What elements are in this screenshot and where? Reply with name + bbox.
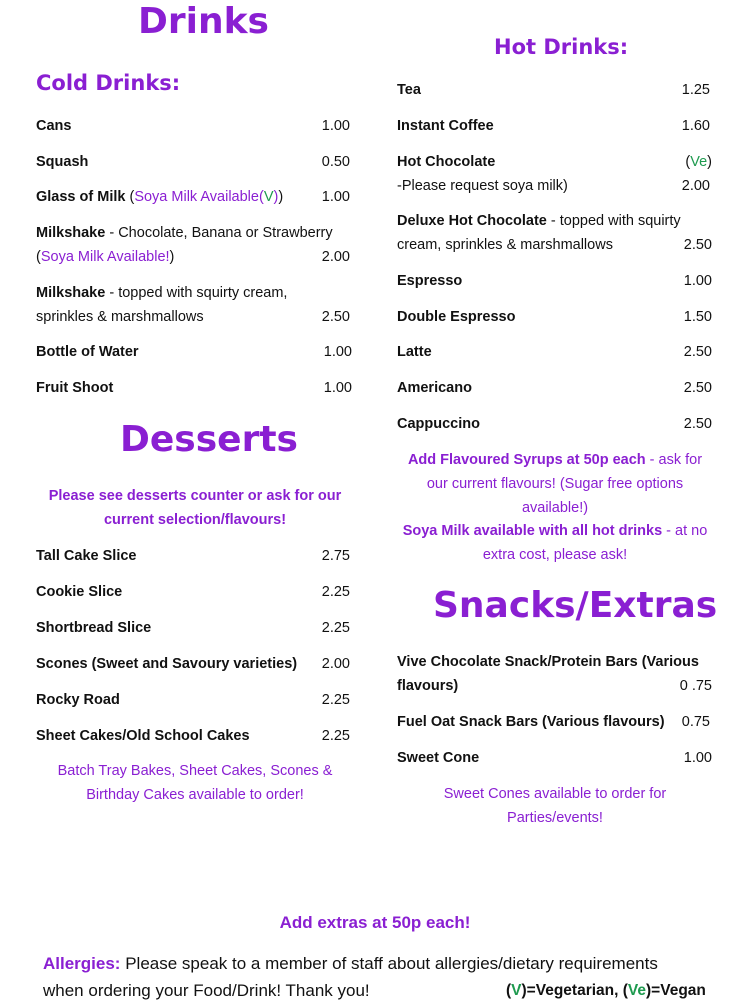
item-name: Cookie Slice: [36, 584, 123, 600]
menu-item-americano: [397, 376, 472, 400]
item-name: Americano: [397, 380, 472, 396]
allergies-label: Allergies:: [43, 954, 121, 973]
item-price: 2.50: [683, 380, 712, 396]
soya-note: Soya Milk Available!: [40, 249, 170, 265]
item-name: Tall Cake Slice: [36, 548, 137, 564]
paren: (: [36, 249, 41, 265]
menu-item-milkshake: [36, 221, 333, 269]
menu-item-latte: [397, 340, 432, 364]
allergies-note: Allergies: Please speak to a member of staff about allergies/dietary requirements when ordering your Food/Drink! Thank you!: [43, 954, 658, 1000]
item-name: Instant Coffee: [397, 118, 494, 134]
menu-item-dessert: [36, 580, 122, 604]
item-price: 0.75: [681, 714, 710, 730]
item-name: Deluxe Hot Chocolate: [397, 213, 547, 229]
soya-hot-note: Soya Milk available with all hot drinks - at no extra cost, please ask!: [402, 523, 708, 563]
menu-item-dessert: [36, 544, 136, 568]
item-price: 2.25: [321, 584, 350, 600]
item-name: Cappuccino: [397, 416, 480, 432]
menu-item-bottle-of-water: [36, 340, 139, 364]
menu-item-squash: [36, 150, 88, 174]
vegetarian-tag: V: [263, 189, 274, 205]
item-name: Rocky Road: [36, 692, 120, 708]
item-name: Sweet Cone: [397, 750, 480, 766]
menu-item-cans: [36, 114, 71, 138]
item-description: - topped with squirty cream,: [105, 285, 288, 301]
menu-item-dessert: [36, 724, 250, 748]
item-name: Double Espresso: [397, 309, 516, 325]
item-name: Milkshake: [36, 285, 106, 301]
item-name: Fruit Shoot: [36, 380, 114, 396]
item-description: - topped with squirty: [546, 213, 681, 229]
paren: ): [273, 189, 279, 205]
item-name: Sheet Cakes/Old School Cakes: [36, 728, 250, 744]
desserts-heading: Desserts: [120, 419, 298, 460]
soya-note: Soya Milk Available: [134, 189, 259, 205]
extras-note: Add extras at 50p each!: [279, 913, 471, 932]
menu-item-dessert: [36, 616, 151, 640]
item-name: Bottle of Water: [36, 344, 139, 360]
item-price: 2.50: [321, 309, 350, 325]
syrup-note: Add Flavoured Syrups at 50p each - ask for our current flavours! (Sugar free options available!): [407, 452, 703, 516]
item-price: 0 .75: [679, 678, 712, 694]
vegan-tag: (Ve): [685, 154, 712, 170]
item-price: 1.50: [683, 309, 712, 325]
item-price: 2.00: [681, 178, 710, 194]
item-name: Cans: [36, 118, 72, 134]
item-name: Shortbread Slice: [36, 620, 152, 636]
item-name: flavours): [397, 678, 459, 694]
item-description: - Chocolate, Banana or Strawberry: [105, 225, 333, 241]
menu-item-hot-chocolate: [397, 150, 568, 198]
desserts-note: Please see desserts counter or ask for our current selection/flavours!: [48, 488, 342, 528]
item-price: 2.00: [321, 656, 350, 672]
item-name: Fuel Oat Snack Bars (Various flavours): [397, 714, 665, 730]
item-price: 1.25: [681, 82, 710, 98]
item-name: Hot Chocolate: [397, 154, 496, 170]
menu-item-fruit-shoot: [36, 376, 113, 400]
item-price: 1.00: [323, 380, 352, 396]
hot-drinks-heading: Hot Drinks:: [494, 35, 629, 59]
item-price: 1.00: [321, 118, 350, 134]
menu-item-instant-coffee: [397, 114, 494, 138]
menu-item-sweet-cone: [397, 746, 479, 770]
item-name: Milkshake: [36, 225, 106, 241]
item-price: 1.00: [683, 273, 712, 289]
item-price: 2.25: [321, 692, 350, 708]
paren: (: [258, 189, 264, 205]
paren: (: [125, 189, 135, 205]
menu-item-dessert: [36, 652, 297, 676]
item-name: Squash: [36, 154, 89, 170]
item-price: 1.00: [323, 344, 352, 360]
item-name: Scones (Sweet and Savoury varieties): [36, 656, 298, 672]
menu-item-glass-of-milk: [36, 185, 283, 209]
menu-item-milkshake-deluxe: [36, 281, 287, 329]
item-price: 2.50: [683, 344, 712, 360]
item-name: Espresso: [397, 273, 463, 289]
cold-drinks-heading: Cold Drinks:: [36, 71, 181, 95]
item-price: 1.00: [683, 750, 712, 766]
menu-item-double-espresso: [397, 305, 515, 329]
item-name: Tea: [397, 82, 421, 98]
item-price: 2.75: [321, 548, 350, 564]
item-price: 2.00: [321, 249, 350, 265]
batch-order-note: Batch Tray Bakes, Sheet Cakes, Scones & Birthday Cakes available to order!: [57, 763, 333, 803]
item-description: cream, sprinkles & marshmallows: [397, 237, 613, 253]
paren: ): [169, 249, 175, 265]
drinks-heading: Drinks: [138, 1, 269, 42]
menu-item-cappuccino: [397, 412, 480, 436]
item-price: 1.00: [321, 189, 350, 205]
item-price: 1.60: [681, 118, 710, 134]
sweet-cone-note: Sweet Cones available to order for Parties/events!: [443, 786, 667, 826]
item-description: -Please request soya milk): [397, 178, 568, 194]
paren: ): [278, 189, 284, 205]
item-name: Vive Chocolate Snack/Protein Bars (Various: [397, 654, 699, 670]
dietary-key: (V)=Vegetarian, (Ve)=Vegan: [506, 982, 706, 999]
menu-item-dessert: [36, 688, 120, 712]
item-price: 2.50: [683, 237, 712, 253]
item-price: 2.25: [321, 620, 350, 636]
item-price: 2.25: [321, 728, 350, 744]
item-description: sprinkles & marshmallows: [36, 309, 204, 325]
item-name: Glass of Milk: [36, 189, 126, 205]
item-price: 0.50: [321, 154, 350, 170]
item-price: 2.50: [683, 416, 712, 432]
item-name: Latte: [397, 344, 432, 360]
menu-item-tea: [397, 78, 421, 102]
menu-item-deluxe-hot-chocolate: [397, 209, 681, 257]
menu-item-fuel-bars: [397, 710, 665, 734]
menu-item-espresso: [397, 269, 462, 293]
snacks-heading: Snacks/Extras: [433, 585, 718, 626]
